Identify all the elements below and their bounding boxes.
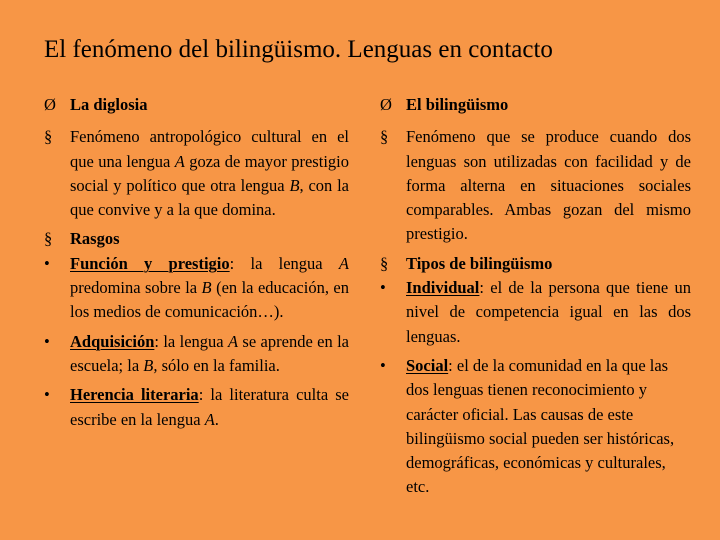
- arrow-bullet-icon: Ø: [44, 95, 56, 114]
- rasgos-subheading: [44, 227, 349, 251]
- section-bullet-icon: §: [44, 229, 53, 249]
- diglosia-heading-text: La diglosia: [70, 95, 148, 114]
- rasgo-term: Función y prestigio: [70, 253, 230, 273]
- bilinguismo-definition: [380, 125, 691, 246]
- diglosia-definition: [44, 125, 349, 222]
- bullet-icon: •: [44, 331, 50, 351]
- bilinguismo-heading: [380, 93, 691, 117]
- arrow-bullet-icon: Ø: [380, 95, 392, 114]
- section-bullet-icon: §: [44, 127, 53, 147]
- right-column: [380, 93, 691, 500]
- section-bullet-icon: §: [380, 127, 389, 147]
- tipo-individual: [380, 276, 691, 349]
- tipos-subheading: [380, 252, 691, 276]
- tipo-text: : el de la persona que tiene un nivel de competencia igual en las dos lenguas.: [406, 278, 691, 346]
- rasgo-term: Herencia literaria: [70, 385, 199, 405]
- rasgo-herencia-literaria: • Herencia literaria: la literatura culta se escribe en la lengua A.: [44, 385, 349, 429]
- diglosia-definition-text: Fenómeno antropológico cultural en el que una lengua A goza de mayor prestigio social y político que otra lengua B, con la que convive y a la que domina.: [70, 127, 349, 220]
- slide-title: El fenómeno del bilingüismo. Lenguas en contacto: [44, 36, 553, 63]
- left-column: [44, 93, 349, 432]
- tipo-social: [380, 354, 691, 500]
- bullet-icon: •: [44, 253, 50, 273]
- bullet-icon: •: [44, 385, 50, 405]
- rasgo-funcion-prestigio: • Función y prestigio: la lengua A predomina sobre la B (en la educación, en los medios de comunicación…).: [44, 253, 349, 322]
- tipos-subheading-text: Tipos de bilingüismo: [406, 253, 553, 273]
- bilinguismo-definition-text: Fenómeno que se produce cuando dos lenguas son utilizadas con facilidad y de forma alterna en situaciones sociales comparables. Ambas gozan del mismo prestigio.: [406, 127, 691, 244]
- diglosia-heading: [44, 93, 349, 117]
- bullet-icon: •: [380, 355, 386, 375]
- bilinguismo-heading-text: El bilingüismo: [406, 95, 509, 114]
- tipo-term: Social: [406, 355, 449, 375]
- tipo-text: : el de la comunidad en la que las dos lenguas tienen reconocimiento y carácter oficial. Las causas de este bilingüismo social pueden ser históricas, demográficas, económicas y culturales, etc.: [406, 355, 675, 497]
- tipo-term: Individual: [406, 278, 480, 298]
- section-bullet-icon: §: [380, 253, 389, 273]
- rasgos-subheading-text: Rasgos: [70, 229, 120, 249]
- rasgo-adquisicion: • Adquisición: la lengua A se aprende en la escuela; la B, sólo en la familia.: [44, 331, 349, 375]
- rasgo-term: Adquisición: [70, 331, 155, 351]
- bullet-icon: •: [380, 278, 386, 298]
